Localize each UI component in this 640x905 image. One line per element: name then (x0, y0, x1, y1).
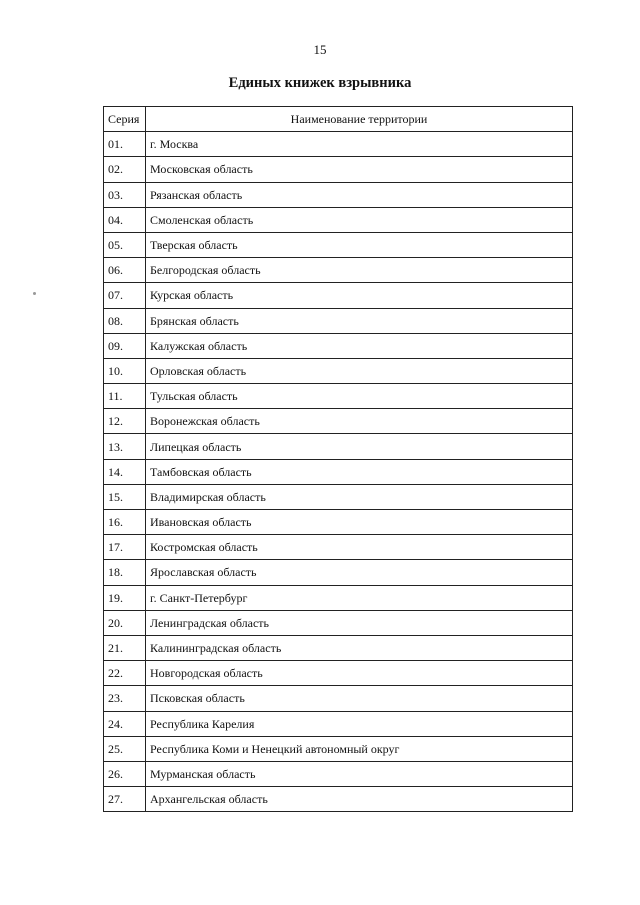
table-row (104, 258, 573, 283)
territory-name-cell: Брянская область (146, 308, 573, 333)
series-cell: 06. (104, 258, 146, 283)
territory-name-cell: Белгородская область (146, 258, 573, 283)
series-cell: 16. (104, 510, 146, 535)
territory-name-cell: Рязанская область (146, 182, 573, 207)
page-number: 15 (313, 42, 327, 57)
series-cell: 08. (104, 308, 146, 333)
series-cell: 10. (104, 358, 146, 383)
series-cell: 26. (104, 761, 146, 786)
series-cell: 21. (104, 635, 146, 660)
series-cell: 14. (104, 459, 146, 484)
territory-name-cell: Тверская область (146, 232, 573, 257)
territory-name-cell: Смоленская область (146, 207, 573, 232)
territory-name-cell: Липецкая область (146, 434, 573, 459)
table-row (104, 635, 573, 660)
territory-name-cell: Архангельская область (146, 787, 573, 812)
series-cell: 12. (104, 409, 146, 434)
table-body (104, 132, 573, 812)
table-row (104, 459, 573, 484)
series-cell: 07. (104, 283, 146, 308)
series-cell: 09. (104, 333, 146, 358)
table-row (104, 560, 573, 585)
territory-name-cell: Тульская область (146, 384, 573, 409)
series-cell: 13. (104, 434, 146, 459)
table-row (104, 736, 573, 761)
column-header-series: Серия (104, 107, 146, 132)
series-cell: 20. (104, 610, 146, 635)
territory-name-cell: г. Санкт-Петербург (146, 585, 573, 610)
series-cell: 05. (104, 232, 146, 257)
series-cell: 23. (104, 686, 146, 711)
series-cell: 22. (104, 661, 146, 686)
table-row (104, 761, 573, 786)
series-cell: 15. (104, 484, 146, 509)
series-cell: 01. (104, 132, 146, 157)
territory-name-cell: Мурманская область (146, 761, 573, 786)
table-row (104, 232, 573, 257)
territory-name-cell: Ярославская область (146, 560, 573, 585)
document-title: Единых книжек взрывника (228, 75, 412, 91)
table-row (104, 333, 573, 358)
territory-name-cell: Воронежская область (146, 409, 573, 434)
series-cell: 18. (104, 560, 146, 585)
table-row (104, 787, 573, 812)
series-cell: 24. (104, 711, 146, 736)
table-row (104, 610, 573, 635)
series-cell: 11. (104, 384, 146, 409)
table-row (104, 661, 573, 686)
territory-name-cell: Калужская область (146, 333, 573, 358)
territory-name-cell: Республика Коми и Ненецкий автономный округ (146, 736, 573, 761)
series-cell: 27. (104, 787, 146, 812)
territory-table (103, 106, 573, 812)
table-row (104, 434, 573, 459)
territory-name-cell: Костромская область (146, 535, 573, 560)
series-cell: 19. (104, 585, 146, 610)
table-row (104, 132, 573, 157)
territory-name-cell: Псковская область (146, 686, 573, 711)
table-row (104, 686, 573, 711)
series-cell: 04. (104, 207, 146, 232)
territory-name-cell: Курская область (146, 283, 573, 308)
territory-name-cell: Новгородская область (146, 661, 573, 686)
table-row (104, 283, 573, 308)
table-row (104, 585, 573, 610)
table-row (104, 182, 573, 207)
series-cell: 17. (104, 535, 146, 560)
table-row (104, 409, 573, 434)
table-row (104, 207, 573, 232)
table-row (104, 510, 573, 535)
territory-name-cell: Республика Карелия (146, 711, 573, 736)
series-cell: 25. (104, 736, 146, 761)
territory-name-cell: Тамбовская область (146, 459, 573, 484)
table-header-row (104, 107, 573, 132)
table-row (104, 308, 573, 333)
territory-name-cell: г. Москва (146, 132, 573, 157)
territory-name-cell: Орловская область (146, 358, 573, 383)
territory-name-cell: Ивановская область (146, 510, 573, 535)
series-cell: 02. (104, 157, 146, 182)
territory-name-cell: Владимирская область (146, 484, 573, 509)
table-row (104, 384, 573, 409)
table-row (104, 484, 573, 509)
table-row (104, 535, 573, 560)
table-row (104, 157, 573, 182)
table-row (104, 711, 573, 736)
territory-name-cell: Ленинградская область (146, 610, 573, 635)
table-row (104, 358, 573, 383)
scan-speck (33, 292, 36, 295)
column-header-name: Наименование территории (146, 107, 573, 132)
territory-name-cell: Калининградская область (146, 635, 573, 660)
territory-name-cell: Московская область (146, 157, 573, 182)
series-cell: 03. (104, 182, 146, 207)
